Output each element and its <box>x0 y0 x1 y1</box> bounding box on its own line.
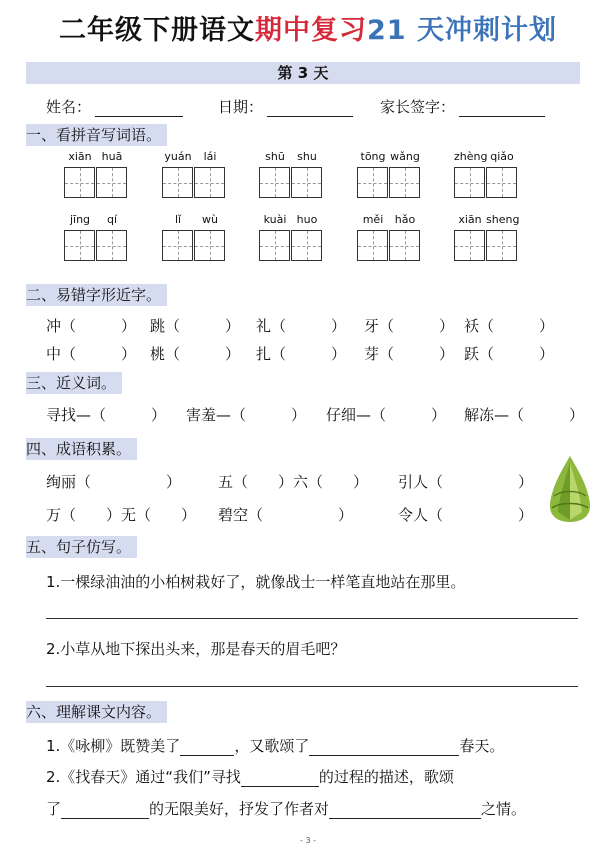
pinyin-syllable: jīng <box>69 213 91 226</box>
pinyin-syllable: yuán <box>164 150 192 163</box>
writing-cell[interactable] <box>357 230 388 261</box>
pinyin-syllable: huo <box>296 213 318 226</box>
writing-cell[interactable] <box>486 230 517 261</box>
bamboo-shoot-icon <box>544 452 596 524</box>
section-4-heading: 四、成语积累。 <box>26 438 137 460</box>
confusable-item[interactable]: 芽（ ） <box>364 345 455 363</box>
pinyin-syllable: tōng <box>360 150 386 163</box>
confusable-item[interactable]: 中（ ） <box>46 345 137 363</box>
pinyin-syllable: zhèng <box>454 150 488 163</box>
pinyin-syllable: kuài <box>263 213 287 226</box>
pinyin-syllable: shu <box>297 150 317 163</box>
pinyin-syllable: xiān <box>458 213 482 226</box>
section-1-heading: 一、看拼音写词语。 <box>26 124 167 146</box>
writing-cell[interactable] <box>357 167 388 198</box>
writing-cell[interactable] <box>486 167 517 198</box>
writing-cell[interactable] <box>454 167 485 198</box>
pinyin-syllable: qiǎo <box>490 150 514 163</box>
pinyin-syllable: lǐ <box>174 213 182 226</box>
synonym-item[interactable]: 寻找—（ ） <box>46 406 167 424</box>
comprehension-q2-line1: 2.《找春天》通过“我们”寻找 的过程的描述，歌颂 <box>46 768 454 786</box>
confusable-item[interactable]: 礼（ ） <box>256 317 347 335</box>
idiom-item[interactable]: 令人（ ） <box>398 506 534 524</box>
confusable-item[interactable]: 冲（ ） <box>46 317 137 335</box>
writing-cell[interactable] <box>291 167 322 198</box>
page-number: - 3 - <box>300 836 316 845</box>
writing-cell[interactable] <box>194 167 225 198</box>
writing-cell[interactable] <box>454 230 485 261</box>
writing-cell[interactable] <box>389 230 420 261</box>
writing-cell[interactable] <box>259 230 290 261</box>
idiom-item[interactable]: 碧空（ ） <box>218 506 354 524</box>
writing-cell[interactable] <box>96 167 127 198</box>
comprehension-q2-line2: 了 的无限美好，抒发了作者对 之情。 <box>46 800 527 818</box>
parent-sign-field[interactable]: 家长签字： <box>380 96 545 117</box>
confusable-item[interactable]: 跳（ ） <box>150 317 241 335</box>
section-3-heading: 三、近义词。 <box>26 372 122 394</box>
section-5-heading: 五、句子仿写。 <box>26 536 137 558</box>
section-6-heading: 六、理解课文内容。 <box>26 701 167 723</box>
date-field[interactable]: 日期： <box>218 96 353 117</box>
section-2-heading: 二、易错字形近字。 <box>26 284 167 306</box>
pinyin-syllable: huā <box>101 150 123 163</box>
comprehension-q1: 1.《咏柳》既赞美了 ，又歌颂了 春天。 <box>46 737 505 755</box>
pinyin-syllable: lái <box>203 150 217 163</box>
idiom-item[interactable]: 绚丽（ ） <box>46 473 182 491</box>
writing-cell[interactable] <box>162 167 193 198</box>
writing-cell[interactable] <box>64 230 95 261</box>
writing-cell[interactable] <box>64 167 95 198</box>
pinyin-syllable: shū <box>265 150 285 163</box>
synonym-item[interactable]: 害羞—（ ） <box>186 406 307 424</box>
writing-cell[interactable] <box>259 167 290 198</box>
confusable-item[interactable]: 袄（ ） <box>464 317 555 335</box>
confusable-item[interactable]: 扎（ ） <box>256 345 347 363</box>
confusable-item[interactable]: 桃（ ） <box>150 345 241 363</box>
name-field[interactable]: 姓名： <box>46 96 183 117</box>
synonym-item[interactable]: 解冻—（ ） <box>464 406 585 424</box>
idiom-item[interactable]: 引人（ ） <box>398 473 534 491</box>
confusable-item[interactable]: 跃（ ） <box>464 345 555 363</box>
pinyin-syllable: sheng <box>486 213 520 226</box>
writing-cell[interactable] <box>162 230 193 261</box>
pinyin-syllable: qí <box>106 213 118 226</box>
day-label: 第 3 天 <box>26 62 580 84</box>
sentence-prompt-1: 1.一棵绿油油的小柏树栽好了，就像战士一样笔直地站在那里。 <box>46 573 466 591</box>
sentence-prompt-2: 2.小草从地下探出头来，那是春天的眉毛吧？ <box>46 640 346 658</box>
pinyin-syllable: hǎo <box>394 213 416 226</box>
pinyin-syllable: xiān <box>68 150 92 163</box>
writing-cell[interactable] <box>291 230 322 261</box>
writing-cell[interactable] <box>96 230 127 261</box>
confusable-item[interactable]: 牙（ ） <box>364 317 455 335</box>
writing-cell[interactable] <box>389 167 420 198</box>
idiom-item[interactable]: 万（ ）无（ ） <box>46 506 197 524</box>
idiom-item[interactable]: 五（ ）六（ ） <box>218 473 369 491</box>
pinyin-syllable: měi <box>362 213 384 226</box>
pinyin-syllable: wù <box>202 213 218 226</box>
synonym-item[interactable]: 仔细—（ ） <box>326 406 447 424</box>
answer-line-2[interactable] <box>46 686 578 687</box>
writing-cell[interactable] <box>194 230 225 261</box>
page-title: 二年级下册语文期中复习21 天冲刺计划 <box>59 15 557 46</box>
pinyin-syllable: wǎng <box>390 150 420 163</box>
answer-line-1[interactable] <box>46 618 578 619</box>
